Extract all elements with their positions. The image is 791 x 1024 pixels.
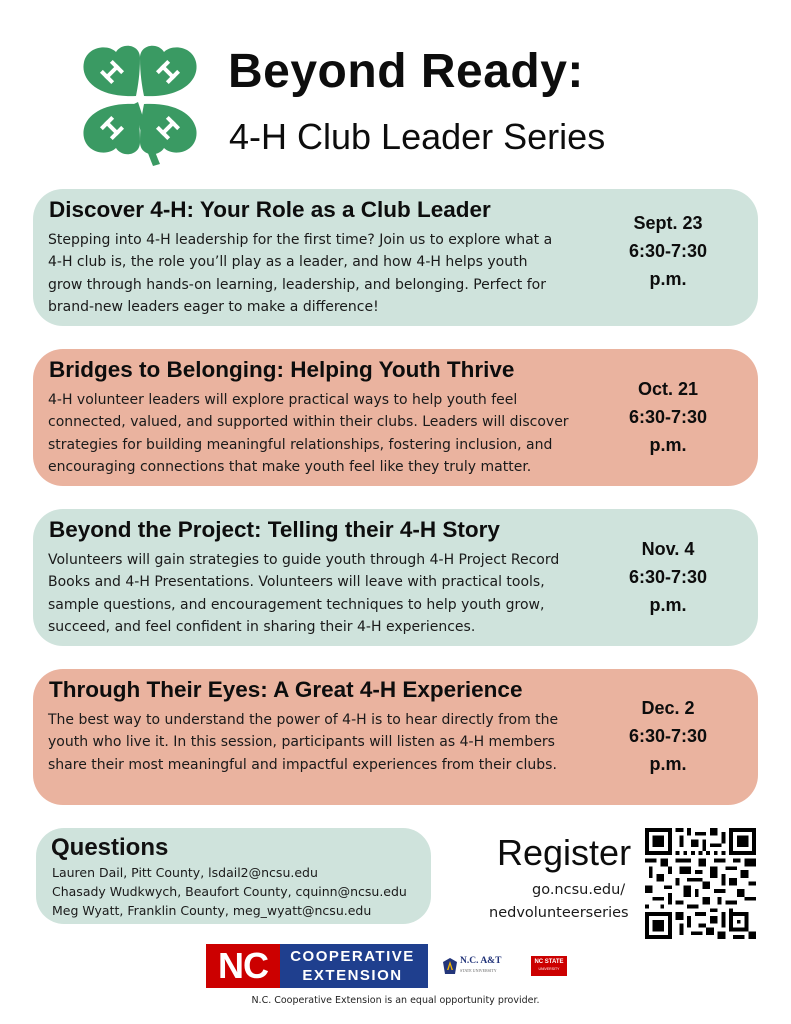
- session-datetime: [608, 694, 728, 778]
- session-date: Dec. 2: [641, 698, 695, 718]
- ncstate-logo-text: NC STATE: [534, 959, 564, 965]
- description-line: Books and 4-H Presentations. Volunteers will leave with practical tools,: [48, 574, 545, 591]
- nc-state-logo: [531, 956, 567, 976]
- session-ampm: p.m.: [649, 435, 687, 455]
- session-description: [48, 709, 608, 776]
- register-url-line2[interactable]: nedvolunteerseries: [489, 905, 629, 921]
- ncat-logo-subtext: STATE UNIVERSITY: [460, 968, 497, 973]
- session-ampm: p.m.: [649, 269, 687, 289]
- logo-text-cooperative: COOPERATIVE: [280, 947, 425, 966]
- session-title: Through Their Eyes: A Great 4-H Experience: [49, 677, 523, 702]
- description-line: connected, valued, and supported within their clubs. Leaders will discover: [48, 414, 569, 431]
- contact-line: Lauren Dail, Pitt County, lsdail2@ncsu.edu: [52, 865, 318, 880]
- session-datetime: [608, 535, 728, 619]
- ncstate-logo-subtext: UNIVERSITY: [538, 967, 560, 971]
- description-line: Stepping into 4-H leadership for the first time? Join us to explore what a: [48, 232, 553, 248]
- qr-code-icon[interactable]: [645, 828, 756, 939]
- nc-at-logo: [443, 957, 501, 975]
- description-line: 4-H volunteer leaders will explore practical ways to help youth feel: [48, 392, 518, 408]
- description-line: brand-new leaders eager to make a difference!: [48, 298, 379, 315]
- session-card-beyond-project: [33, 509, 758, 646]
- session-date: Nov. 4: [641, 539, 695, 559]
- session-title: Bridges to Belonging: Helping Youth Thrive: [49, 357, 515, 382]
- session-date: Sept. 23: [633, 213, 703, 233]
- ncat-logo-text: N.C. A&T: [460, 956, 502, 966]
- session-ampm: p.m.: [649, 595, 687, 615]
- session-card-bridges: [33, 349, 758, 486]
- page-title: Beyond Ready:: [228, 45, 584, 98]
- description-line: youth who live it. In this session, participants will listen as 4-H members: [48, 734, 555, 751]
- description-line: strategies for building meaningful relationships, fostering inclusion, and: [48, 436, 553, 453]
- session-datetime: [608, 375, 728, 459]
- session-title: Discover 4-H: Your Role as a Club Leader: [49, 197, 491, 222]
- nc-cooperative-extension-logo: [206, 944, 428, 988]
- description-line: Volunteers will gain strategies to guide youth through 4-H Project Record: [48, 552, 560, 568]
- description-line: share their most meaningful and impactful experiences from their clubs.: [48, 756, 557, 773]
- session-description: [48, 549, 608, 638]
- description-line: sample questions, and encouragement techniques to help youth grow,: [48, 596, 545, 613]
- description-line: 4-H club is, the role you’ll play as a leader, and how 4-H helps youth: [48, 254, 528, 271]
- register-label: Register: [497, 832, 632, 873]
- cooperative-extension-wordmark: [280, 947, 425, 985]
- session-date: Oct. 21: [637, 379, 699, 399]
- session-time: 6:30-7:30: [628, 241, 708, 261]
- four-h-clover-logo: [78, 40, 202, 166]
- description-line: grow through hands-on learning, leadership, and belonging. Perfect for: [48, 276, 546, 293]
- questions-box: [36, 828, 431, 924]
- description-line: succeed, and feel confident in sharing their 4-H experiences.: [48, 618, 476, 635]
- contact-line: Meg Wyatt, Franklin County, meg_wyatt@ncsu.edu: [52, 903, 372, 918]
- session-time: 6:30-7:30: [628, 407, 708, 427]
- session-time: 6:30-7:30: [628, 726, 708, 746]
- session-card-through-their-eyes: [33, 669, 758, 805]
- session-datetime: [608, 209, 728, 293]
- session-description: [48, 389, 608, 478]
- session-title: Beyond the Project: Telling their 4-H Story: [49, 517, 500, 542]
- questions-title: Questions: [51, 834, 169, 861]
- session-card-discover: [33, 189, 758, 326]
- description-line: The best way to understand the power of 4-H is to hear directly from the: [48, 712, 559, 728]
- aggie-mark-icon: [443, 958, 457, 974]
- nc-logo-mark: NC: [206, 944, 280, 988]
- register-url-line1[interactable]: go.ncsu.edu/: [532, 882, 626, 898]
- footer-disclaimer: N.C. Cooperative Extension is an equal opportunity provider.: [251, 995, 540, 1006]
- session-time: 6:30-7:30: [628, 567, 708, 587]
- description-line: encouraging connections that make youth feel like they truly matter.: [48, 458, 532, 475]
- session-description: [48, 229, 608, 318]
- page-subtitle: 4-H Club Leader Series: [229, 116, 606, 157]
- contact-line: Chasady Wudkwych, Beaufort County, cquinn@ncsu.edu: [52, 884, 407, 899]
- logo-text-extension: EXTENSION: [280, 966, 425, 985]
- session-ampm: p.m.: [649, 754, 687, 774]
